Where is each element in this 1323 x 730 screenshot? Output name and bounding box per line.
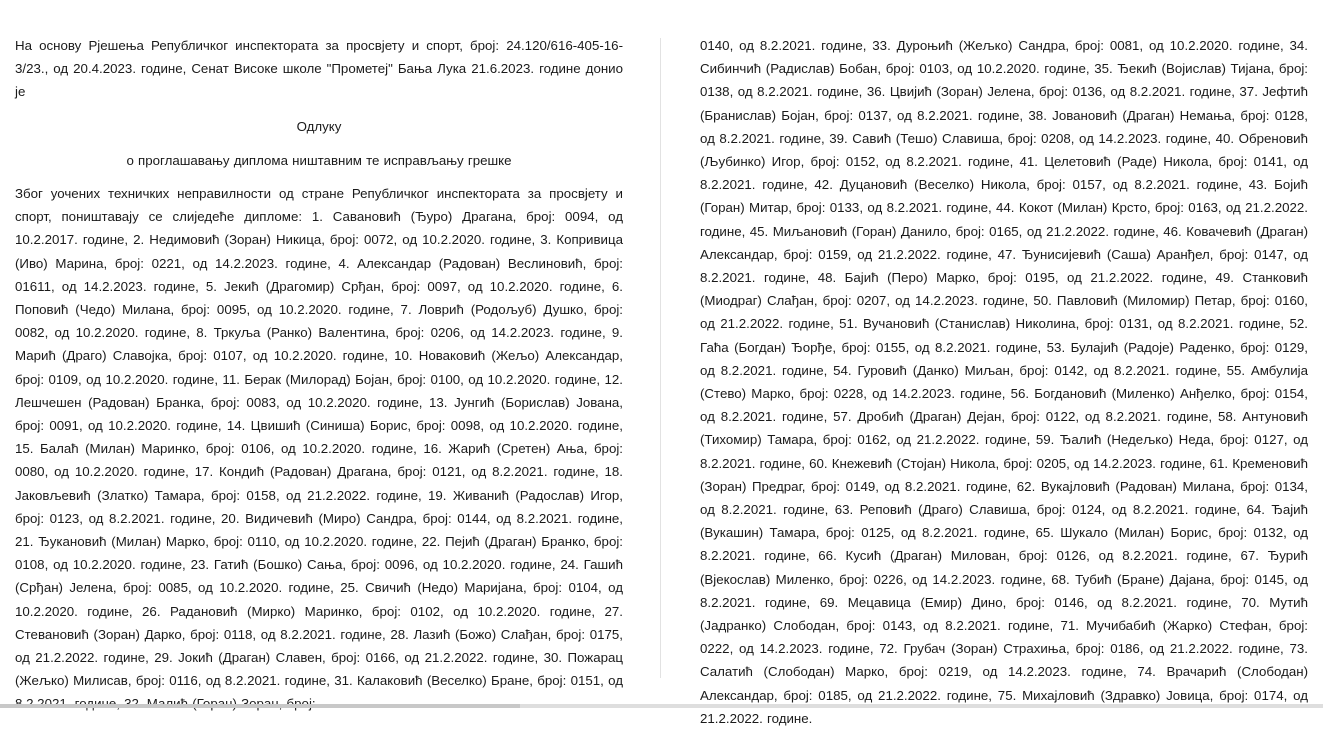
decision-title: Одлуку [296, 118, 342, 134]
decision-subtitle: о проглашавању диплома ништавним те исправљању грешке [126, 152, 512, 168]
body-paragraph-left: Због уочених техничких неправилности од стране Републичког инспектората за просвјету и спорт, поништавају се слиједеће дипломе: 1. Савановић (Ђуро) Драгана, број: 0094, од 10.2.2017. године, 2. Недимовић (Зоран) Никица, број: 0072, од 10.2.2020. године, 3. Копривица (Иво) Марина, број: 0221, од 14.2.2023. године, 4. Александар (Радован) Веслиновић, број: 01611, од 14.2.2023. године, 5. Јекић (Драгомир) Срђан, број: 0097, од 10.2.2020. године, 6. Поповић (Чедо) Милана, број: 0095, од 10.2.2020. године, 7. Ловрић (Родољуб) Душко, број: 0082, од 10.2.2020. године, 8. Тркуља (Ранко) Валентина, број: 0206, од 14.2.2023. године, 9. Марић (Драго) Славојка, број: 0107, од 10.2.2020. године, 10. Нoваковић (Жељо) Александар, број: 0109, од 10.2.2020. године, 11. Берак (Милорад) Бојан, број: 0100, од 10.2.2020. године, 12. Лешчешен (Радован) Бранка, број: 0083, од 10.2.2020. године, 13. Јунгић (Борислав) Јована, број: 0091, од 10.2.2020. године, 14. Цвишић (Синиша) Борис, број: 0098, од 10.2.2020. године, 15. Балаћ (Милан) Маринко, број: 0106, од 10.2.2020. године, 16. Жарић (Сретен) Ања, број: 0080, од 10.2.2020. године, 17. Кондић (Радован) Драгана, број: 0121, од 8.2.2021. године, 18. Јаковљевић (Златко) Тамара, број: 0158, од 21.2.2022. године, 19. Живанић (Радослав) Игор, број: 0123, од 8.2.2021. године, 20. Видичевић (Миро) Сандра, број: 0144, од 8.2.2021. године, 21. Ђукановић (Милан) Марко, број: 0110, од 10.2.2020. године, 22. Пејић (Драган) Бранко, број: 0108, од 10.2.2020. године, 23. Гатић (Бошко) Сања, број: 0096, од 10.2.2020. године, 24. Гашић (Срђан) Јелена, број: 0085, од 10.2.2020. године, 25. Свичић (Недо) Маријана, број: 0104, од 10.2.2020. године, 26. Радановић (Мирко) Маринко, број: 0102, од 10.2.2020. године, 27. Стевановић (Зоран) Дарко, број: 0118, од 8.2.2021. године, 28. Лазић (Божо) Слађан, број: 0175, од 21.2.2022. године, 29. Јокић (Драган) Славен, број: 0166, од 21.2.2022. године, 30. Пожарац (Жељко) Милисав, број: 0116, од 8.2.2021. године, 31. Калаковић (Веселко) Бране, број: 0151, од [15, 186, 623, 689]
left-column [15, 34, 623, 716]
preamble-paragraph: На основу Рјешења Републичког инспектората за просвјету и спорт, број: 24.120/616-405-16-3/23., од 20.4.2023. године, Сенат Високе школе "Прометеј" Бања Лука 21.6.2023. године донио је [15, 38, 623, 100]
bottom-edge-segment [0, 704, 520, 708]
right-column [700, 34, 1308, 730]
body-paragraph-right: 0140, од 8.2.2021. године, 33. Дуроњић (Жељко) Сандра, број: 0081, од 10.2.2020. године, 34. Сибинчић (Радислав) Бобан, број: 0103, од 10.2.2020. године, 35. Ђекић (Војислав) Тијана, број: 0138, од 8.2.2021. године, 36. Цвијић (Зоран) Јелена, број: 0136, од 8.2.2021. године, 37. Јефтић (Бранислав) Бојан, број: 0137, од 8.2.2021. године, 38. Јовановић (Драган) Немања, број: 0128, од 8.2.2021. године, 39. Савић (Тешо) Славиша, број: 0208, од 14.2.2023. године, 40. Обреновић (Љубинко) Игор, број: 0152, од 8.2.2021. године, 41. Целетовић (Раде) Никола, број: 0141, од 8.2.2021. године, 42. Дуцановић (Веселко) Никола, број: 0157, од 8.2.2021. године, 43. Бојић (Горан) Митар, број: 0133, од 8.2.2021. године, 44. Кокот (Милан) Крсто, број: 0163, од 21.2.2022. године, 45. Миљановић (Горан) Данило, број: 0165, од 21.2.2022. године, 46. Ковачевић (Драган) Александар, број: 0159, од 21.2.2022. године, 47. Ђунисијевић (Саша) Аранђел, број: 0147, од 8.2.2021. године, 48. Бајић (Перо) Марко, број: 0195, од 21.2.2022. године, 49. Станковић (Миодраг) Слађан, број: 0207, од 14.2.2023. године, 50. Павловић (Миломир) Петар, број: 0160, од 21.2.2022. године, 51. Вучановић (Станислав) Николина, број: 0131, од 8.2.2021. године, 52. Гаћа (Богдан) Ђорђе, број: 0155, од 8.2.2021. године, 53. Булајић (Радоје) Раденко, број: 0129, од 8.2.2021. године, 54. Гуровић (Данко) Миљан, број: 0142, од 8.2.2021. године, 55. Амбулија (Стево) Марко, број: 0228, од 14.2.2023. године, 56. Богдановић (Миленко) Анђелко, број: 0154, од 8.2.2021. године, 57. Дробић (Драган) Дејан, број: 0122, од 8.2.2021. године, 58. Антуновић (Тихомир) Тамара, број: 0162, од 21.2.2022. године, 59. Ђалић (Недељко) Неда, број: 0127, од 8.2.2021. године, 60. Кнежевић (Стојан) Никола, број: 0205, од 14.2.2023. године, 61. Кременовић (Зоран) Предраг, број: 0149, од 8.2.2021. године, 62. Вукајловић (Радован) Милана, број: 0134, од 8.2.2021. године, 63. Реповић (Драго) Славиша, број: 0124, од 8.2.2021. године, 64. Ђајић (Вукашин) Тамара, број: 0125, од 8.2.2021. године, 65. Шукало (Милан) Борис, број: 0132, од 8.2.2021. године, 66. Кусић (Драган) Милован, број: 0126, од 8.2.2021. године, 67. Ђурић (Вјекослав) Миленко, број: 0226, од 14.2.2023. године, 68. Тубић (Бране) Дајана, број: 0145, од 8.2.2021. године, 69. Мецавица (Емир) Дино, број: 0146, од 8.2.2021. године, 70. Мутић (Јадранко) Слободан, број: 0143, од 8.2.2021. године, 71. Мучибабић (Жарко) Стефан, број: 0222, од 14.2.2023. године, 72. Грубач (Зоран) Страхиња, број: 0186, од 21.2.2022. године, 73. Салатић (Слободан) Марко, број: 0219, од 14.2.2023. године, 74. Врачарић (Слободан) Александар, број: 0185, од 21.2.2022. године, 75. Михајловић (Здравко) Јовица, број: 0174, од 21.2.2022. године. [700, 38, 1308, 726]
column-divider [660, 38, 661, 678]
bottom-scroll-edge [0, 704, 1323, 708]
